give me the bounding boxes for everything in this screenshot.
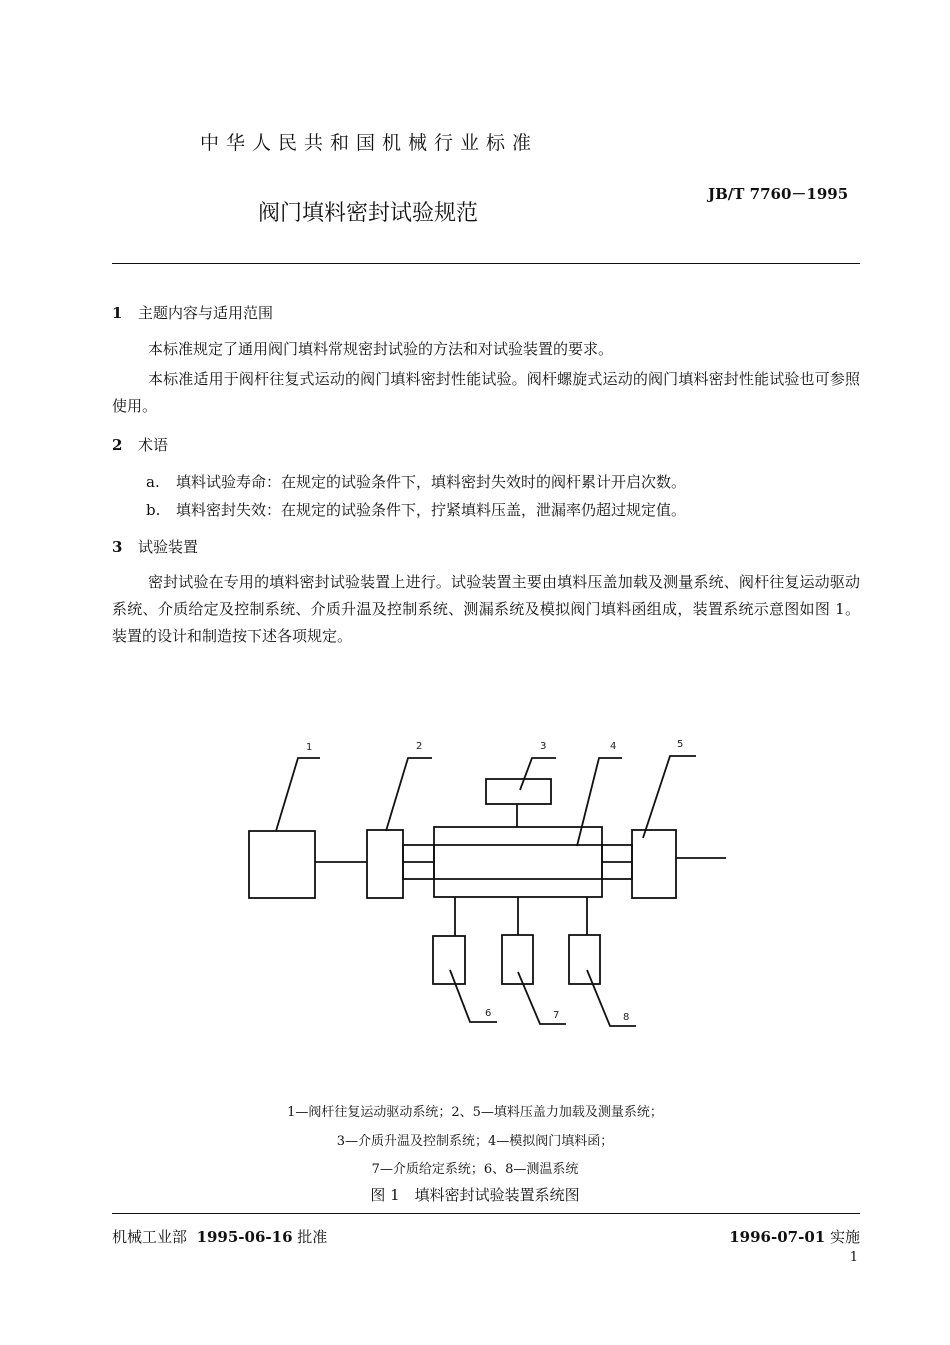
diagram-label-5: 5 [677, 739, 684, 750]
issuer: 机械工业部 [112, 1228, 188, 1246]
term-label: a. [146, 473, 160, 491]
diagram-label-1: 1 [306, 742, 313, 753]
effective-date: 1996-07-01 [729, 1228, 826, 1246]
leader-line-2 [386, 758, 432, 831]
medium-system-box-7 [502, 935, 533, 984]
diagram-label-6: 6 [485, 1008, 492, 1019]
standard-code: JB/T 7760－1995 [708, 185, 849, 203]
diagram-label-2: 2 [416, 741, 423, 752]
leader-line-1 [276, 758, 320, 831]
footer-divider [112, 1213, 860, 1214]
page-number: 1 [849, 1250, 858, 1265]
document-title: 阀门填料密封试验规范 [258, 201, 479, 226]
figure-caption-line: 3—介质升温及控制系统；4—模拟阀门填料函； [336, 1134, 614, 1149]
approval-word: 批准 [297, 1228, 328, 1246]
section-number: 1 [112, 304, 123, 322]
figure-caption-line: 1—阀杆往复运动驱动系统；2、5—填料压盖力加载及测量系统； [287, 1105, 663, 1120]
temperature-system-box-6 [433, 936, 465, 984]
load-system-box-left [367, 830, 403, 898]
figure-caption-line: 7—介质给定系统；6、8—测温系统 [371, 1162, 579, 1177]
section-1-paragraph: 本标准规定了通用阀门填料常规密封试验的方法和对试验装置的要求。 [148, 340, 614, 358]
standard-type-heading: 中华人民共和国机械行业标准 [200, 132, 539, 154]
diagram-label-3: 3 [540, 741, 547, 752]
diagram-label-4: 4 [610, 741, 617, 752]
load-system-box-right [632, 830, 676, 898]
packing-box-main [434, 827, 602, 897]
section-number: 2 [112, 436, 123, 454]
leader-line-4 [577, 758, 622, 846]
section-number: 3 [112, 538, 123, 556]
approval-info [112, 1226, 327, 1247]
leader-line-5 [643, 756, 696, 838]
diagram-label-7: 7 [553, 1010, 560, 1021]
section-3-paragraph: 密封试验在专用的填料密封试验装置上进行。试验装置主要由填料压盖加载及测量系统、阀杆往复运动驱动系统、介质给定及控制系统、介质升温及控制系统、测漏系统及模拟阀门填料函组成，装置系统示意图如图 1。装置的设计和制造按下述各项规定。 [112, 573, 860, 645]
diagram-label-8: 8 [623, 1012, 630, 1023]
drive-system-box [249, 831, 315, 898]
effective-word: 实施 [829, 1228, 860, 1246]
term-label: b. [146, 501, 161, 519]
heating-system-box [486, 779, 551, 804]
figure-title: 图 1 填料密封试验装置系统图 [370, 1186, 580, 1204]
temperature-system-box-8 [569, 935, 600, 984]
section-heading-text: 主题内容与适用范围 [138, 304, 274, 322]
section-heading-text: 试验装置 [138, 538, 199, 556]
section-1-paragraph: 本标准适用于阀杆往复式运动的阀门填料密封性能试验。阀杆螺旋式运动的阀门填料密封性能试验也可参照使用。 [112, 370, 860, 415]
term-text: 填料密封失效：在规定的试验条件下，拧紧填料压盖，泄漏率仍超过规定值。 [176, 501, 687, 519]
section-heading-text: 术语 [138, 436, 169, 454]
term-text: 填料试验寿命：在规定的试验条件下，填料密封失效时的阀杆累计开启次数。 [176, 473, 687, 491]
effective-info [729, 1226, 860, 1247]
approval-date: 1995-06-16 [196, 1228, 293, 1246]
